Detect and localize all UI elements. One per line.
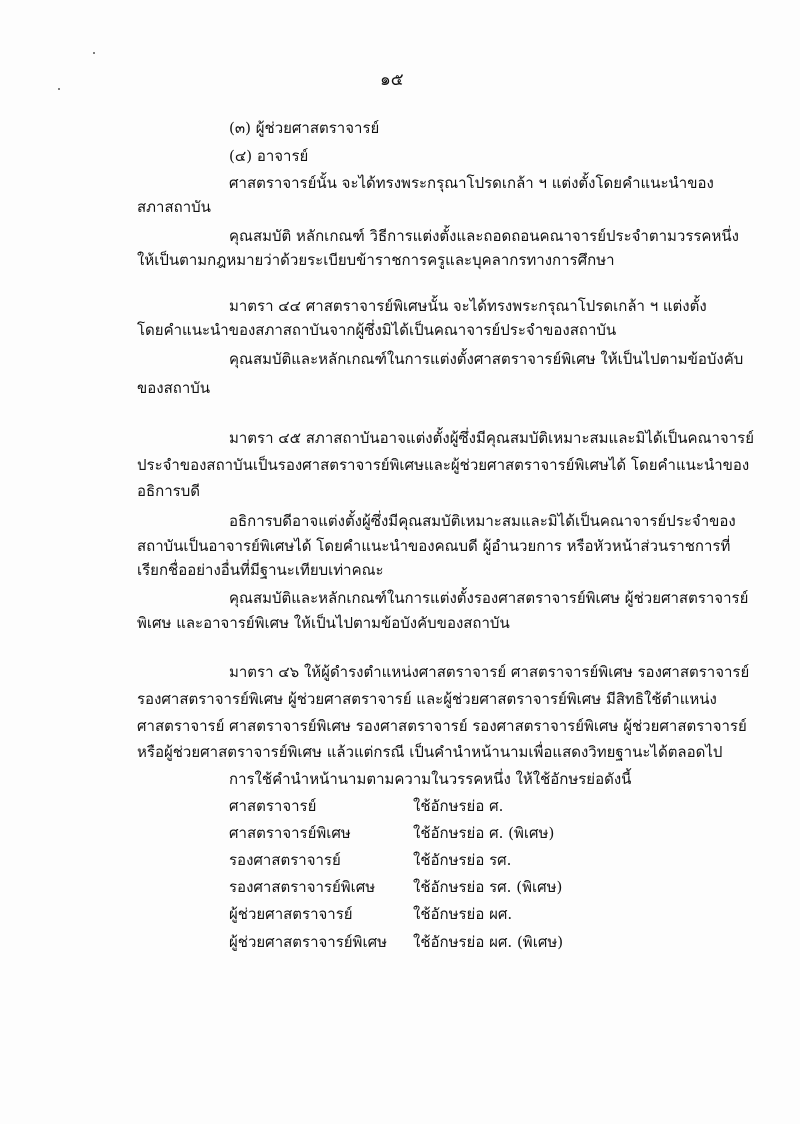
abbreviation-title: ผู้ช่วยศาสตราจารย์พิเศษ [229,933,387,951]
abbreviation-title: รองศาสตราจารย์ [229,851,341,869]
abbreviation-value: ใช้อักษรย่อ ผศ. [413,905,513,923]
professor-paragraph-line-2: สภาสถาบัน [137,198,211,216]
abbreviation-value: ใช้อักษรย่อ ศ. [413,797,504,815]
scan-speck [58,88,60,90]
abbreviation-title: ศาสตราจารย์ [229,797,317,815]
abbreviation-value: ใช้อักษรย่อ รศ. [413,851,512,869]
abbreviation-value: ใช้อักษรย่อ ผศ. (พิเศษ) [413,933,564,951]
section-45-line-8: พิเศษ และอาจารย์พิเศษ ให้เป็นไปตามข้อบังคับของสถาบัน [137,614,510,632]
page-number: ๑๕ [380,70,404,90]
section-46-line-3: ศาสตราจารย์ ศาสตราจารย์พิเศษ รองศาสตราจารย์ รองศาสตราจารย์พิเศษ ผู้ช่วยศาสตราจารย์ [137,717,747,735]
section-45-line-1: มาตรา ๔๕ สภาสถาบันอาจแต่งตั้งผู้ซึ่งมีคุณสมบัติเหมาะสมและมิได้เป็นคณาจารย์ [229,429,754,447]
section-45-line-6: เรียกชื่ออย่างอื่นที่มีฐานะเทียบเท่าคณะ [137,561,384,579]
section-44-line-4: ของสถาบัน [137,379,211,397]
section-45-line-4: อธิการบดีอาจแต่งตั้งผู้ซึ่งมีคุณสมบัติเหมาะสมและมิได้เป็นคณาจารย์ประจำของ [229,512,736,530]
section-45-line-3: อธิการบดี [137,482,200,500]
list-item-4: (๔) อาจารย์ [229,147,309,165]
section-46-line-4: หรือผู้ช่วยศาสตราจารย์พิเศษ แล้วแต่กรณี เป็นคำนำหน้านามเพื่อแสดงวิทยฐานะได้ตลอดไป [137,743,723,761]
abbreviation-title: รองศาสตราจารย์พิเศษ [229,878,376,896]
abbreviation-title: ศาสตราจารย์พิเศษ [229,824,351,842]
section-46-line-5: การใช้คำนำหน้านามตามความในวรรคหนึ่ง ให้ใช้อักษรย่อดังนี้ [229,770,632,788]
abbreviation-title: ผู้ช่วยศาสตราจารย์ [229,905,353,923]
abbreviation-value: ใช้อักษรย่อ รศ. (พิเศษ) [413,878,563,896]
qualification-paragraph-line-1: คุณสมบัติ หลักเกณฑ์ วิธีการแต่งตั้งและถอดถอนคณาจารย์ประจำตามวรรคหนึ่ง [229,227,739,245]
section-46-line-2: รองศาสตราจารย์พิเศษ ผู้ช่วยศาสตราจารย์ และผู้ช่วยศาสตราจารย์พิเศษ มีสิทธิใช้ตำแหน่ง [137,690,717,708]
section-45-line-7: คุณสมบัติและหลักเกณฑ์ในการแต่งตั้งรองศาสตราจารย์พิเศษ ผู้ช่วยศาสตราจารย์ [229,589,749,607]
section-46-line-1: มาตรา ๔๖ ให้ผู้ดำรงตำแหน่งศาสตราจารย์ ศาสตราจารย์พิเศษ รองศาสตราจารย์ [229,663,750,681]
list-item-3: (๓) ผู้ช่วยศาสตราจารย์ [229,119,380,137]
section-45-line-2: ประจำของสถาบันเป็นรองศาสตราจารย์พิเศษและผู้ช่วยศาสตราจารย์พิเศษได้ โดยคำแนะนำของ [137,456,750,474]
professor-paragraph-line-1: ศาสตราจารย์นั้น จะได้ทรงพระกรุณาโปรดเกล้า ฯ แต่งตั้งโดยคำแนะนำของ [229,174,714,192]
section-44-line-1: มาตรา ๔๔ ศาสตราจารย์พิเศษนั้น จะได้ทรงพระกรุณาโปรดเกล้า ฯ แต่งตั้ง [229,297,707,315]
qualification-paragraph-line-2: ให้เป็นตามกฎหมายว่าด้วยระเบียบข้าราชการครูและบุคลากรทางการศึกษา [137,251,615,269]
abbreviation-value: ใช้อักษรย่อ ศ. (พิเศษ) [413,824,555,842]
scan-speck [93,52,95,54]
section-45-line-5: สถาบันเป็นอาจารย์พิเศษได้ โดยคำแนะนำของคณบดี ผู้อำนวยการ หรือหัวหน้าส่วนราชการที่ [137,537,731,555]
section-44-line-2: โดยคำแนะนำของสภาสถาบันจากผู้ซึ่งมิได้เป็นคณาจารย์ประจำของสถาบัน [137,321,617,339]
section-44-line-3: คุณสมบัติและหลักเกณฑ์ในการแต่งตั้งศาสตราจารย์พิเศษ ให้เป็นไปตามข้อบังคับ [229,350,744,368]
